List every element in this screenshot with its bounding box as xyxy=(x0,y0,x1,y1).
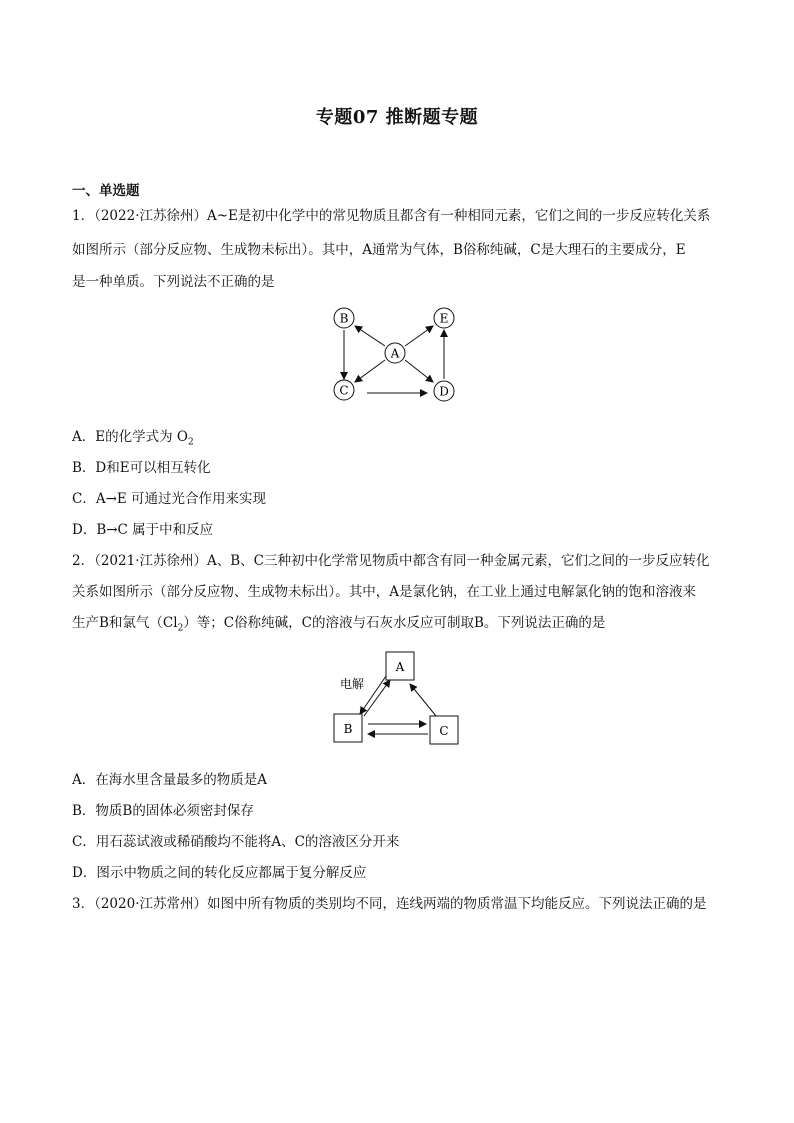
q2-stem-line-2: 关系如图所示（部分反应物、生成物未标出）。其中，A是氯化钠，在工业上通过电解氯化钠的饱和溶液来 xyxy=(72,584,696,600)
q2-stem-line-3: 生产B和氯气$(Cl_2)$等；C俗称纯碱，C的溶液与石灰水反应可制取B。下列说法正确的是 xyxy=(72,615,606,634)
q1-stem-line-3: 是一种单质。下列说法不正确的是 xyxy=(72,274,275,290)
svg-text:A: A xyxy=(390,346,400,361)
svg-text:C: C xyxy=(339,383,349,398)
svg-text:B: B xyxy=(343,722,353,736)
q1-node-b xyxy=(334,308,354,328)
q1-arrow-a-to-d xyxy=(405,360,433,382)
q1-diagram xyxy=(325,300,465,410)
q2-diagram xyxy=(330,650,465,750)
q1-option-b: B．D和E可以相互转化 xyxy=(72,460,211,476)
q1-stem-line-1: 1．（2022·江苏徐州）A~E是初中化学中的常见物质且都含有一种相同元素，它们之间的一步反应转化关系 xyxy=(72,208,711,224)
q2-option-c: C．用石蕊试液或稀硝酸均不能将A、C的溶液区分开来 xyxy=(72,834,400,850)
q1-arrow-a-to-c xyxy=(355,360,385,382)
q3-stem-line-1: 3．（2020·江苏常州）如图中所有物质的类别均不同，连线两端的物质常温下均能反应。下列说法正确的是 xyxy=(72,896,707,912)
q2-node-a xyxy=(386,652,414,680)
q1-arrow-a-to-b xyxy=(355,326,385,346)
svg-text:D: D xyxy=(439,384,449,399)
q2-option-a: A．在海水里含量最多的物质是A xyxy=(72,772,267,788)
q1-node-d xyxy=(434,381,454,401)
q1-stem-line-2: 如图所示（部分反应物、生成物未标出）。其中，A通常为气体，B俗称纯碱，C是大理石的主要成分，E xyxy=(72,242,686,258)
section-heading: 一、单选题 xyxy=(72,183,140,199)
svg-text:C: C xyxy=(439,724,449,738)
q1-node-e xyxy=(434,308,454,328)
q2-arrow-c-to-a xyxy=(410,684,436,716)
svg-text:A: A xyxy=(395,660,405,674)
q2-stem-line-1: 2．（2021·江苏徐州）A、B、C三种初中化学常见物质中都含有同一种金属元素，它们之间的一步反应转化 xyxy=(72,553,710,569)
q1-node-c xyxy=(334,380,354,400)
svg-text:E: E xyxy=(439,311,449,326)
q1-node-a xyxy=(385,343,405,363)
q2-electrolysis-label: 电解 xyxy=(340,677,365,691)
q1-arrow-a-to-e xyxy=(405,326,433,346)
page-title: 专题07 推断题专题 xyxy=(315,107,479,128)
q1-option-c: C．A→E 可通过光合作用来实现 xyxy=(72,491,267,507)
q2-option-b: B．物质B的固体必须密封保存 xyxy=(72,803,254,819)
q2-node-c xyxy=(430,716,458,744)
svg-text:B: B xyxy=(339,311,349,326)
q1-option-a: A．E的化学式为 $O_2$ xyxy=(72,429,194,448)
q1-option-d: D．B→C 属于中和反应 xyxy=(72,522,214,538)
q2-node-b xyxy=(334,714,362,742)
q2-option-d: D．图示中物质之间的转化反应都属于复分解反应 xyxy=(72,865,367,881)
q2-arrow-b-to-a xyxy=(364,680,390,716)
